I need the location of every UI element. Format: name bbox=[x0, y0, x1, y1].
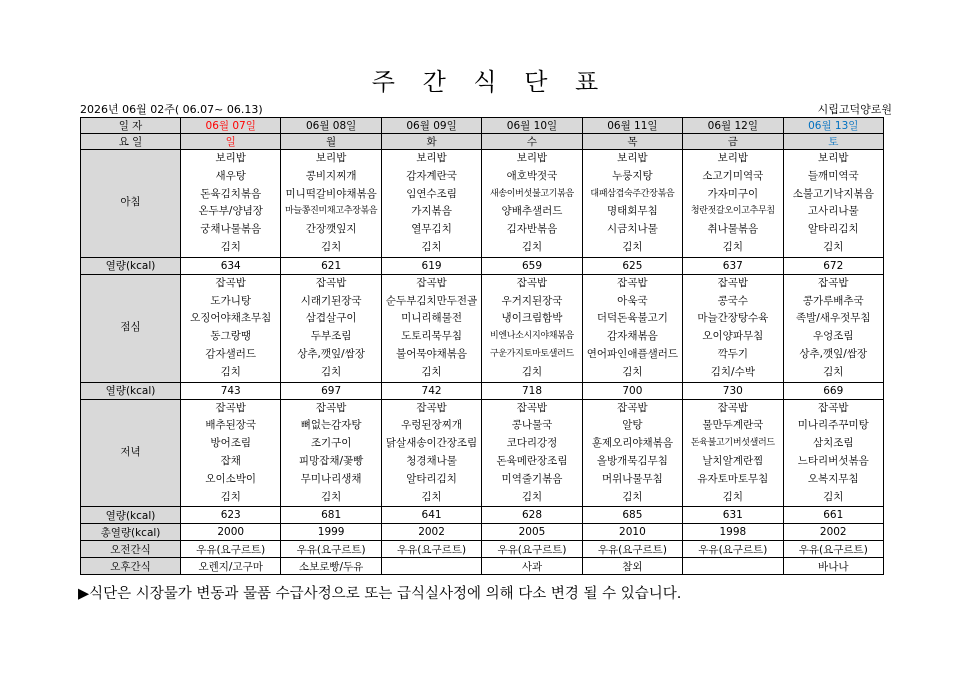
menu-item: 김치 bbox=[320, 240, 342, 253]
am-snack-value: 우유(요구르트) bbox=[181, 541, 281, 558]
menu-item: 돈육김치볶음 bbox=[200, 187, 262, 200]
menu-item: 취나물볶음 bbox=[707, 223, 759, 236]
menu-item: 김치 bbox=[220, 365, 241, 378]
dinner-day-cell bbox=[281, 399, 381, 507]
dinner-label: 저녁 bbox=[81, 399, 181, 507]
date-cell: 06월 07일 bbox=[181, 118, 281, 134]
menu-item: 알탕 bbox=[622, 419, 643, 432]
menu-item: 김치 bbox=[622, 240, 643, 253]
kcal-value: 641 bbox=[381, 507, 481, 524]
menu-item: 김치 bbox=[421, 240, 442, 253]
total-value: 1999 bbox=[281, 524, 381, 541]
dinner-day-cell bbox=[181, 399, 281, 507]
menu-item: 코다리강정 bbox=[506, 437, 558, 450]
menu-item: 콩국수 bbox=[717, 294, 749, 307]
menu-item: 마늘간장탕수육 bbox=[697, 312, 769, 325]
menu-item: 김치 bbox=[320, 365, 342, 378]
breakfast-day-cell bbox=[683, 150, 783, 258]
dinner-day-cell bbox=[582, 399, 682, 507]
menu-item: 김치/수박 bbox=[710, 365, 755, 378]
pm-snack-value: 참외 bbox=[582, 558, 682, 575]
menu-item: 피망잡채/꽃빵 bbox=[298, 454, 364, 467]
kcal-value: 621 bbox=[281, 257, 381, 274]
menu-item: 우엉조림 bbox=[812, 330, 854, 343]
menu-item: 청란젓갈오이고추무침 bbox=[690, 206, 775, 217]
lunch-day-cell bbox=[482, 274, 582, 382]
kcal-label: 열량(kcal) bbox=[81, 382, 181, 399]
menu-item: 삼겹살구이 bbox=[305, 312, 357, 325]
menu-item: 잡곡밥 bbox=[416, 401, 447, 414]
menu-item: 콩비지찌개 bbox=[305, 169, 357, 182]
am-snack-value: 우유(요구르트) bbox=[381, 541, 481, 558]
menu-item: 유자토마토무침 bbox=[697, 472, 769, 485]
menu-item: 보리밥 bbox=[315, 152, 347, 164]
am-snack-value: 우유(요구르트) bbox=[281, 541, 381, 558]
menu-item: 머위나물무침 bbox=[601, 472, 663, 485]
menu-item: 훈제오리야채볶음 bbox=[591, 437, 673, 450]
menu-item: 날치알계란찜 bbox=[702, 454, 764, 467]
menu-item: 아욱국 bbox=[617, 294, 648, 307]
menu-item: 보리밥 bbox=[416, 152, 447, 164]
kcal-value: 631 bbox=[683, 507, 783, 524]
menu-item: 임연수조림 bbox=[406, 187, 457, 200]
menu-item: 알타리김치 bbox=[807, 223, 859, 236]
menu-item: 김치 bbox=[823, 240, 844, 253]
menu-item: 감자계란국 bbox=[406, 169, 457, 182]
kcal-value: 634 bbox=[181, 257, 281, 274]
kcal-value: 681 bbox=[281, 507, 381, 524]
weekday-cell: 수 bbox=[482, 134, 582, 150]
org-name: 시립고덕양로원 bbox=[817, 103, 892, 116]
menu-item: 우렁된장찌개 bbox=[401, 419, 462, 432]
menu-item: 도토리묵무침 bbox=[401, 330, 462, 343]
menu-item: 느타리버섯볶음 bbox=[797, 454, 869, 467]
menu-item: 들깨미역국 bbox=[807, 169, 859, 182]
menu-item: 애호박젓국 bbox=[506, 169, 558, 182]
menu-item: 콩나물국 bbox=[511, 419, 553, 432]
weekday-cell: 금 bbox=[683, 134, 783, 150]
menu-item: 김치 bbox=[220, 240, 241, 253]
menu-item: 잡곡밥 bbox=[617, 276, 648, 289]
kcal-value: 697 bbox=[281, 382, 381, 399]
kcal-label: 열량(kcal) bbox=[81, 257, 181, 274]
menu-item: 감자샐러드 bbox=[205, 347, 257, 360]
menu-item: 고사리나물 bbox=[807, 205, 859, 218]
menu-item: 보리밥 bbox=[215, 152, 246, 164]
menu-item: 김치 bbox=[722, 240, 743, 253]
pm-snack-label: 오후간식 bbox=[81, 558, 181, 575]
weekday-cell: 토 bbox=[783, 134, 883, 150]
lunch-day-cell bbox=[683, 274, 783, 382]
kcal-value: 742 bbox=[381, 382, 481, 399]
lunch-kcal-row bbox=[81, 382, 884, 399]
weekday-cell: 화 bbox=[381, 134, 481, 150]
menu-item: 열무김치 bbox=[411, 223, 452, 236]
kcal-value: 659 bbox=[482, 257, 582, 274]
menu-item: 양배추샐러드 bbox=[501, 205, 563, 218]
breakfast-day-cell bbox=[582, 150, 682, 258]
menu-item: 잡곡밥 bbox=[516, 276, 548, 289]
menu-item: 오복지무침 bbox=[807, 472, 859, 485]
menu-item: 깍두기 bbox=[717, 347, 749, 360]
menu-item: 잡곡밥 bbox=[717, 401, 749, 414]
menu-item: 가지볶음 bbox=[411, 205, 452, 218]
menu-item: 비엔나소시지야채볶음 bbox=[490, 331, 574, 342]
menu-item: 동그랑땡 bbox=[210, 330, 251, 343]
weekday-cell: 월 bbox=[281, 134, 381, 150]
menu-item: 잡곡밥 bbox=[315, 276, 347, 289]
breakfast-day-cell bbox=[281, 150, 381, 258]
kcal-value: 669 bbox=[783, 382, 883, 399]
am-snack-value: 우유(요구르트) bbox=[783, 541, 883, 558]
menu-item: 오징어야채초무침 bbox=[190, 312, 272, 325]
menu-item: 뼈없는감자탕 bbox=[300, 419, 362, 432]
menu-item: 잡곡밥 bbox=[818, 276, 849, 289]
menu-item: 간장깻잎지 bbox=[305, 223, 357, 236]
menu-item: 소불고기낙지볶음 bbox=[792, 187, 874, 200]
menu-item: 궁채나물볶음 bbox=[200, 223, 262, 236]
pm-snack-value: 바나나 bbox=[783, 558, 883, 575]
pm-snack-value: 오렌지/고구마 bbox=[181, 558, 281, 575]
menu-item: 시금치나물 bbox=[607, 223, 658, 236]
menu-item: 알타리김치 bbox=[406, 472, 457, 485]
menu-item: 김치 bbox=[521, 490, 543, 503]
menu-item: 삼치조림 bbox=[812, 437, 854, 450]
weekday-cell: 목 bbox=[582, 134, 682, 150]
menu-item: 돈육메란장조림 bbox=[496, 454, 568, 467]
weekly-menu-table bbox=[80, 117, 884, 575]
week-label: 2026년 06월 02주( 06.07~ 06.13) bbox=[80, 103, 263, 116]
lunch-row bbox=[81, 274, 884, 382]
menu-item: 무미나리생채 bbox=[300, 472, 362, 485]
date-cell: 06월 12일 bbox=[683, 118, 783, 134]
total-label: 총열량(kcal) bbox=[81, 524, 181, 541]
menu-item: 온두부/양념장 bbox=[198, 205, 263, 218]
menu-item: 배추된장국 bbox=[205, 419, 257, 432]
menu-item: 김치 bbox=[421, 365, 442, 378]
lunch-day-cell bbox=[181, 274, 281, 382]
menu-item: 잡곡밥 bbox=[818, 401, 849, 414]
kcal-value: 637 bbox=[683, 257, 783, 274]
menu-item: 김치 bbox=[220, 490, 241, 503]
menu-item: 마늘쫑진미채고추장볶음 bbox=[284, 206, 378, 217]
weekday-row bbox=[81, 134, 884, 150]
lunch-day-cell bbox=[582, 274, 682, 382]
menu-item: 김치 bbox=[722, 490, 743, 503]
menu-item: 대패삼겹숙주간장볶음 bbox=[590, 188, 675, 199]
menu-item: 새우탕 bbox=[215, 169, 246, 182]
am-snack-value: 우유(요구르트) bbox=[482, 541, 582, 558]
menu-item: 잡곡밥 bbox=[617, 401, 648, 414]
am-snack-row bbox=[81, 541, 884, 558]
kcal-label: 열량(kcal) bbox=[81, 507, 181, 524]
menu-item: 김치 bbox=[823, 490, 844, 503]
pm-snack-value bbox=[683, 558, 783, 575]
menu-item: 김치 bbox=[823, 365, 844, 378]
pm-snack-row bbox=[81, 558, 884, 575]
menu-item: 누룽지탕 bbox=[612, 169, 653, 182]
menu-item: 김치 bbox=[521, 365, 543, 378]
page-title: 주 간 식 단 표 bbox=[371, 68, 609, 96]
total-value: 2000 bbox=[181, 524, 281, 541]
dinner-day-cell bbox=[683, 399, 783, 507]
menu-item: 미역줄기볶음 bbox=[501, 472, 563, 485]
kcal-value: 625 bbox=[582, 257, 682, 274]
menu-item: 김자반볶음 bbox=[506, 223, 558, 236]
menu-item: 소고기미역국 bbox=[702, 169, 764, 182]
menu-item: 돈육불고기버섯샐러드 bbox=[690, 438, 775, 449]
date-row bbox=[81, 118, 884, 134]
menu-item: 보리밥 bbox=[617, 152, 648, 164]
total-value: 2005 bbox=[482, 524, 582, 541]
menu-item: 불어묵야채볶음 bbox=[396, 347, 468, 360]
kcal-value: 661 bbox=[783, 507, 883, 524]
menu-item: 닭살새송이간장조림 bbox=[385, 437, 478, 450]
menu-item: 상추,깻잎/쌈장 bbox=[297, 347, 365, 360]
date-cell: 06월 13일 bbox=[783, 118, 883, 134]
menu-item: 오이양파무침 bbox=[702, 330, 764, 343]
breakfast-day-cell bbox=[181, 150, 281, 258]
total-value: 2002 bbox=[381, 524, 481, 541]
menu-item: 물만두계란국 bbox=[702, 419, 764, 432]
menu-item: 보리밥 bbox=[516, 152, 548, 164]
am-snack-value: 우유(요구르트) bbox=[683, 541, 783, 558]
breakfast-label: 아침 bbox=[81, 150, 181, 258]
breakfast-kcal-row bbox=[81, 257, 884, 274]
date-header: 일 자 bbox=[81, 118, 181, 134]
kcal-value: 685 bbox=[582, 507, 682, 524]
date-cell: 06월 08일 bbox=[281, 118, 381, 134]
menu-item: 구운가지토마토샐러드 bbox=[490, 348, 574, 359]
weekday-header: 요 일 bbox=[81, 134, 181, 150]
dinner-day-cell bbox=[482, 399, 582, 507]
weekday-cell: 일 bbox=[181, 134, 281, 150]
lunch-day-cell bbox=[281, 274, 381, 382]
menu-item: 도가니탕 bbox=[210, 294, 251, 307]
menu-item: 연어파인애플샐러드 bbox=[586, 347, 679, 360]
menu-item: 김치 bbox=[622, 365, 643, 378]
menu-item: 두부조림 bbox=[310, 330, 352, 343]
kcal-value: 743 bbox=[181, 382, 281, 399]
menu-item: 잡곡밥 bbox=[516, 401, 548, 414]
date-cell: 06월 09일 bbox=[381, 118, 481, 134]
menu-item: 잡곡밥 bbox=[717, 276, 749, 289]
menu-item: 잡곡밥 bbox=[215, 276, 246, 289]
menu-item: 시래기된장국 bbox=[300, 294, 362, 307]
menu-item: 상추,깻잎/쌈장 bbox=[799, 347, 868, 360]
menu-item: 조기구이 bbox=[310, 437, 352, 450]
dinner-kcal-row bbox=[81, 507, 884, 524]
lunch-day-cell bbox=[381, 274, 481, 382]
menu-item: 잡곡밥 bbox=[215, 401, 246, 414]
menu-item: 더덕돈육불고기 bbox=[596, 312, 668, 325]
menu-item: 김치 bbox=[521, 240, 543, 253]
menu-item: 명태회무침 bbox=[607, 205, 658, 218]
menu-item: 잡채 bbox=[220, 454, 241, 467]
menu-item: 잡곡밥 bbox=[416, 276, 447, 289]
menu-item: 미나리주꾸미탕 bbox=[797, 419, 869, 432]
pm-snack-value: 소보로빵/두유 bbox=[281, 558, 381, 575]
total-value: 2010 bbox=[582, 524, 682, 541]
pm-snack-value: 사과 bbox=[482, 558, 582, 575]
menu-item: 올방개묵김무침 bbox=[596, 454, 668, 467]
menu-item: 방어조림 bbox=[210, 437, 251, 450]
dinner-row bbox=[81, 399, 884, 507]
kcal-value: 623 bbox=[181, 507, 281, 524]
kcal-value: 619 bbox=[381, 257, 481, 274]
menu-item: 보리밥 bbox=[818, 152, 849, 164]
kcal-value: 628 bbox=[482, 507, 582, 524]
kcal-value: 718 bbox=[482, 382, 582, 399]
lunch-day-cell bbox=[783, 274, 883, 382]
total-kcal-row bbox=[81, 524, 884, 541]
menu-item: 우거지된장국 bbox=[501, 294, 563, 307]
kcal-value: 672 bbox=[783, 257, 883, 274]
breakfast-day-cell bbox=[381, 150, 481, 258]
menu-item: 보리밥 bbox=[717, 152, 749, 164]
menu-item: 족발/새우젓무침 bbox=[795, 312, 871, 325]
breakfast-day-cell bbox=[482, 150, 582, 258]
menu-item: 감자채볶음 bbox=[607, 330, 658, 343]
date-cell: 06월 10일 bbox=[482, 118, 582, 134]
dinner-day-cell bbox=[381, 399, 481, 507]
kcal-value: 700 bbox=[582, 382, 682, 399]
menu-item: 미니떡갈비야채볶음 bbox=[285, 187, 377, 200]
breakfast-day-cell bbox=[783, 150, 883, 258]
am-snack-value: 우유(요구르트) bbox=[582, 541, 682, 558]
menu-item: 미니리해물전 bbox=[401, 312, 462, 325]
dinner-day-cell bbox=[783, 399, 883, 507]
total-value: 2002 bbox=[783, 524, 883, 541]
menu-item: 김치 bbox=[622, 490, 643, 503]
menu-item: 김치 bbox=[320, 490, 342, 503]
date-cell: 06월 11일 bbox=[582, 118, 682, 134]
menu-item: 오이소박이 bbox=[205, 472, 257, 485]
lunch-label: 점심 bbox=[81, 274, 181, 382]
menu-item: 가자미구이 bbox=[707, 187, 759, 200]
menu-item: 새송이버섯불고기볶음 bbox=[490, 188, 574, 199]
menu-item: 잡곡밥 bbox=[315, 401, 347, 414]
menu-item: 청경채나물 bbox=[406, 454, 457, 467]
menu-item: 콩가루배추국 bbox=[802, 294, 864, 307]
menu-item: 순두부김치만두전골 bbox=[385, 294, 478, 307]
menu-item: 냉이크림함박 bbox=[501, 312, 563, 325]
total-value: 1998 bbox=[683, 524, 783, 541]
am-snack-label: 오전간식 bbox=[81, 541, 181, 558]
kcal-value: 730 bbox=[683, 382, 783, 399]
notice-text: ▶식단은 시장물가 변동과 물품 수급사정으로 또는 급식실사정에 의해 다소 변경 될 수 있습니다. bbox=[78, 586, 682, 602]
breakfast-row bbox=[81, 150, 884, 258]
menu-item: 김치 bbox=[421, 490, 442, 503]
pm-snack-value bbox=[381, 558, 481, 575]
